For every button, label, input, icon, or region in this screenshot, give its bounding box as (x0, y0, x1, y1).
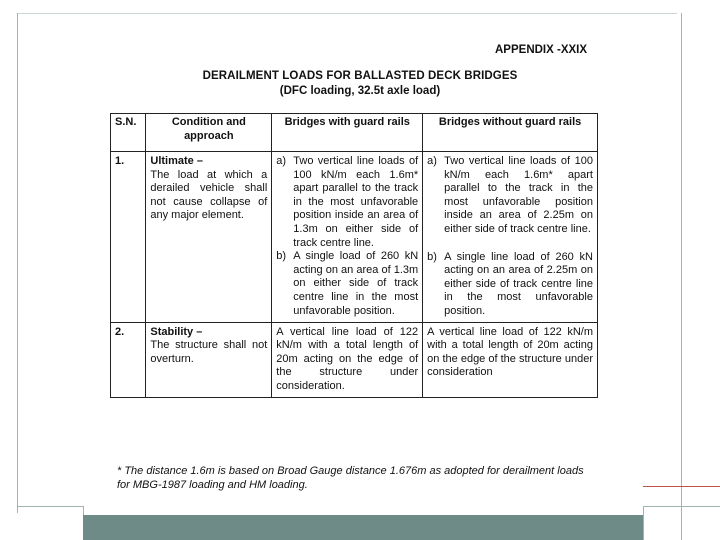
table-header-row (111, 114, 598, 152)
slide-frame-top (17, 13, 677, 14)
row-with-guard-rails (272, 152, 423, 323)
slide-accent-line (643, 486, 720, 487)
row-condition (146, 152, 272, 323)
row-sn: 2. (111, 322, 146, 397)
row-without-guard-rails: A vertical line load of 122 kN/m with a total length of 20m acting on the edge of the structure under consideration (423, 322, 598, 397)
document-subtitle: (DFC loading, 32.5t axle load) (279, 85, 441, 97)
condition-title: Ultimate – (150, 155, 203, 167)
condition-title: Stability – (150, 325, 203, 338)
header-without-guard-rails: Bridges without guard rails (423, 114, 598, 152)
document-title: DERAILMENT LOADS FOR BALLASTED DECK BRIDGES (202, 70, 518, 82)
slide-corner-box-left (18, 506, 84, 540)
table-row (111, 152, 598, 323)
condition-text: The structure shall not overturn. (150, 339, 268, 365)
slide-corner-box-right (643, 506, 720, 540)
list-item: b) A single line load of 260 kN acting on an area of 2.25m on either side of track centre line in the most unfavorable position. (427, 250, 593, 317)
slide-footer-bar (83, 515, 643, 540)
slide-frame-left (17, 13, 18, 513)
derailment-loads-table (110, 113, 598, 398)
list-item: b) A single load of 260 kN acting on an area of 1.3m on either side of track centre line in the most unfavorable position. (276, 250, 419, 317)
row-condition (146, 322, 272, 397)
row-without-guard-rails (423, 152, 598, 323)
slide-frame-right (681, 13, 682, 540)
appendix-label: APPENDIX -XXIX (495, 44, 588, 56)
header-condition: Condition and approach (146, 114, 272, 152)
list-item: a) Two vertical line loads of 100 kN/m each 1.6m* apart parallel to the track in the most unfavorable position inside an area of 2.25m on either side of track centre line. (427, 155, 593, 235)
row-with-guard-rails: A vertical line load of 122 kN/m with a total length of 20m acting on the edge of the structure under consideration. (272, 322, 423, 397)
row-sn: 1. (111, 152, 146, 323)
header-sn: S.N. (111, 114, 146, 152)
table-row (111, 322, 598, 397)
list-item: a) Two vertical line loads of 100 kN/m each 1.6m* apart parallel to the track in the most unfavorable position inside an area of 1.3m on either side of track centre line. (276, 155, 419, 249)
header-with-guard-rails: Bridges with guard rails (272, 114, 423, 152)
footnote: * The distance 1.6m is based on Broad Gauge distance 1.676m as adopted for derailment loads for MBG-1987 loading and HM loading. (117, 465, 584, 491)
condition-text: The load at which a derailed vehicle shall not cause collapse of any major element. (150, 168, 268, 222)
